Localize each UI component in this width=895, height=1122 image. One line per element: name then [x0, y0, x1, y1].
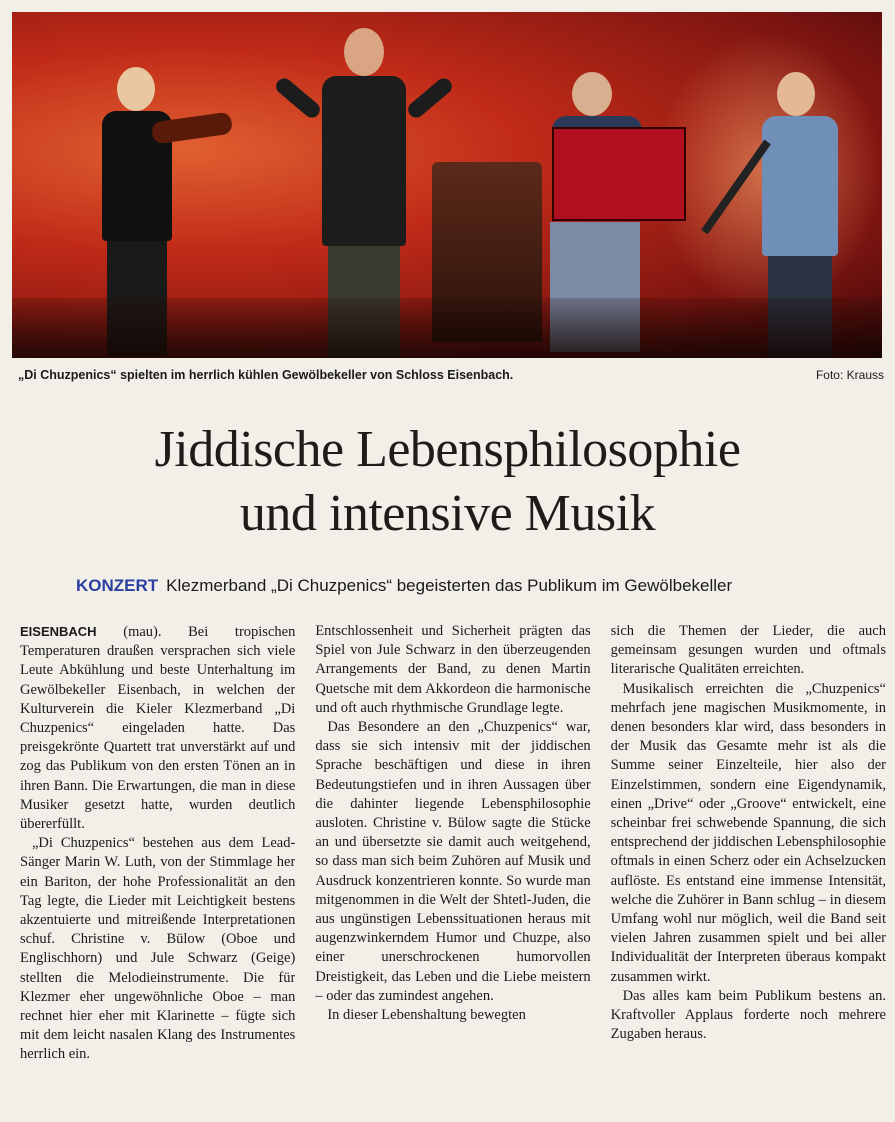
article-column-2	[315, 622, 590, 1116]
subheadline	[76, 576, 876, 596]
article-paragraph: Das alles kam beim Publikum bestens an. Kraftvoller Applaus forderte noch mehrere Zugaben heraus.	[610, 987, 886, 1043]
article-paragraph: In dieser Lebenshaltung bewegten	[327, 1007, 526, 1024]
article-column-3	[611, 622, 886, 1116]
article-paragraph: EISENBACH (mau). Bei tropischen Temperaturen draußen versprachen sich viele Leute Abkühlung und beste Unterhaltung im Gewölbekeller Eisenbach, in welchen der Kulturverein die Kieler Klezmerband „Di Chuzpenics“ eingeladen hatte. Das preisgekrönte Quartett trat unverstärkt auf und zog das Publikum von den ersten Tönen an in ihren Bann. Die Erwartungen, die man in diese Musiker gesetzt hatte, wurden deutlich übererfüllt.	[20, 624, 296, 833]
subhead-kicker: KONZERT	[76, 576, 159, 595]
article-paragraph: Entschlossenheit und Sicherheit prägten das Spiel von Jule Schwarz in den überzeugenden Arrangements der Band, zu denen Martin Quetsche mit dem Akkordeon die harmonische und oft auch rhythmische Grundlage legte.	[315, 623, 591, 716]
headline	[0, 418, 895, 546]
photo-floor-shadow	[12, 298, 882, 358]
headline-line-2: und intensive Musik	[239, 485, 656, 542]
subhead-text: Klezmerband „Di Chuzpenics“ begeisterten das Publikum im Gewölbekeller	[166, 576, 733, 595]
article-column-1	[20, 622, 295, 1116]
photo-caption-row	[18, 368, 884, 382]
concert-photo	[12, 12, 882, 358]
dateline: EISENBACH	[20, 624, 97, 639]
article-paragraph: „Di Chuzpenics“ bestehen aus dem Lead-Sänger Marin W. Luth, von der Stimmlage her ein Bariton, der hohe Professionalität an den Tag legte, die Lieder mit Leichtigkeit bestens akzentuierte und mitreißende Interpretationen schuf. Christine v. Bülow (Oboe und Englischhorn) und Jule Schwarz (Geige) stellten die Melodieinstrumente. Die für Klezmer eher ungewöhnliche Oboe – man rechnet hier eher mit Klarinette – fügte sich mit dem leicht nasalen Klang des Instrumentes herrlich ein.	[20, 835, 296, 1063]
headline-line-1: Jiddische Lebensphilosophie	[154, 421, 741, 478]
article-body	[20, 622, 886, 1116]
article-paragraph: Musikalisch erreichten die „Chuzpenics“ mehrfach jene magischen Musikmomente, in denen besonders klar wird, dass besonders in der Musik das Gesamte mehr ist als die Summe seiner Einzelteile, hier also der Einzelstimmen, sondern eine Eigendynamik, einen „Drive“ oder „Groove“ entwickelt, eine scheinbar frei schwebende Spannung, die sich entsprechend der jiddischen Lebensphilosophie oftmals in einen Scherz oder ein Achselzucken auflöste. Es entstand eine immense Intensität, welche die Zuhörer in Bann schlug – in diesem Umfang wohl nur möglich, weil die Band seit vielen Jahren zusammen spielt und bei aller Individualität der Interpreten überaus kompakt zusammen wirkt.	[610, 680, 886, 985]
article-paragraph: Das Besondere an den „Chuzpenics“ war, dass sie sich intensiv mit der jiddischen Sprache beschäftigen und diese in ihren Bedeutungstiefen und in ihren Aussagen über die dahinter liegende Lebensphilosophie ausloten. Christine v. Bülow sagte die Stücke an und übersetzte sie damit auch weitgehend, so dass man sich beim Zuhören auf Musik und Ausdruck konzentrieren konnte. So wurde man mitgenommen in die Welt der Shtetl-Juden, die aus ungünstigen Lebenssituationen heraus mit augenzwinkerndem Humor und Chuzpe, also einer unerschrockenen humorvollen Dreistigkeit, das Leben und die Liebe meistern – oder das zumindest angehen.	[315, 719, 591, 1004]
photo-caption: „Di Chuzpenics“ spielten im herrlich kühlen Gewölbekeller von Schloss Eisenbach.	[18, 368, 514, 382]
photo-credit: Foto: Krauss	[815, 368, 884, 382]
article-paragraph: sich die Themen der Lieder, die auch gemeinsam gesungen wurden und oftmals literarische Qualitäten erreichten.	[610, 623, 886, 678]
